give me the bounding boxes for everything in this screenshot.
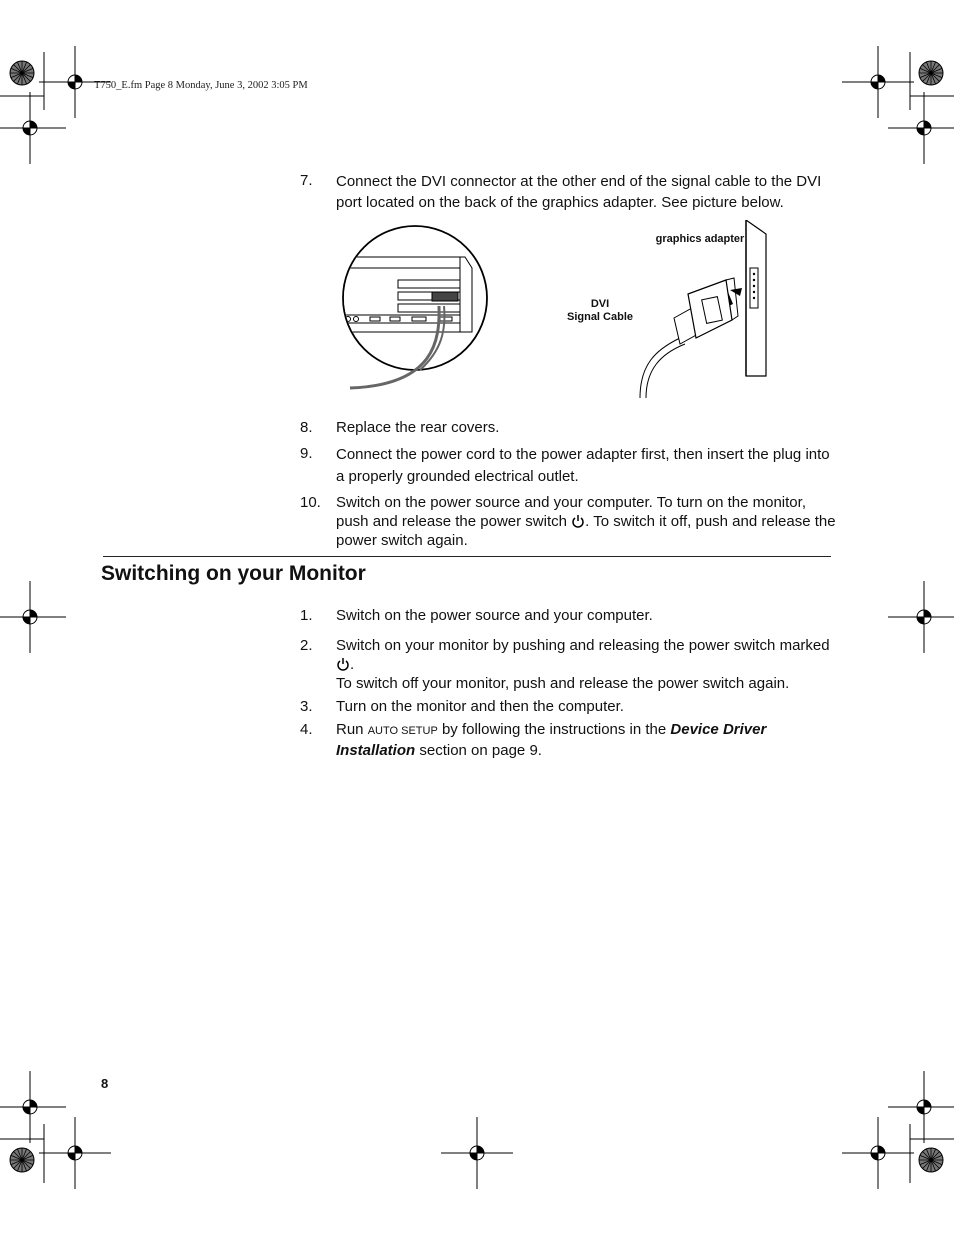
step-number: 10. [300,494,321,511]
auto-setup-term: AUTO SETUP [367,725,438,737]
step-text-part: . To switch it off, push and release the power switch again. [336,513,836,549]
step-text-part: Switch on your monitor by pushing and releasing the power switch marked [336,637,830,654]
section-divider [103,556,831,557]
file-header: T750_E.fm Page 8 Monday, June 3, 2002 3:05 PM [94,80,308,91]
step-number: 3. [300,698,313,715]
step-number: 2. [300,637,313,654]
signal-cable-label: Signal Cable [566,311,634,323]
step-text: Switch on the power source and your computer. [336,607,653,624]
step-number: 4. [300,721,313,738]
step-text: Connect the power cord to the power adapter first, then insert the plug into a properly grounded electrical outlet. [336,446,830,485]
step-text-part: Switch on the power source and your computer. To turn on the monitor, push and release the power switch [336,494,806,530]
dvi-label: DVI [590,298,610,310]
graphics-adapter-label: graphics adapter [655,233,745,245]
page-number: 8 [101,1076,109,1091]
step-text [336,493,836,550]
step-number: 1. [300,607,313,624]
step-text-part: To switch off your monitor, push and release the power switch again. [336,675,790,692]
power-symbol-icon [336,657,350,671]
step-text: Turn on the monitor and then the computer. [336,698,624,715]
step-text-part: section on page 9. [415,742,542,759]
power-symbol-icon [571,514,585,528]
step-number: 7. [300,172,313,189]
step-text: Replace the rear covers. [336,419,500,436]
step-number: 9. [300,445,313,462]
step-number: 8. [300,419,313,436]
step-text [336,636,836,693]
dvi-connection-figure [340,220,770,398]
step-text: Connect the DVI connector at the other end of the signal cable to the DVI port located on the back of the graphics adapter. See picture below. [336,173,822,211]
step-text-part: Run [336,721,368,738]
dvi-plug-illustration [640,278,738,398]
section-reference: Device Driver Installation [336,721,767,759]
section-title: Switching on your Monitor [101,562,366,585]
step-text-part: . [350,656,355,673]
computer-rear-illustration [340,226,487,388]
step-text [336,720,836,760]
step-text-part: by following the instructions in the [437,721,671,738]
